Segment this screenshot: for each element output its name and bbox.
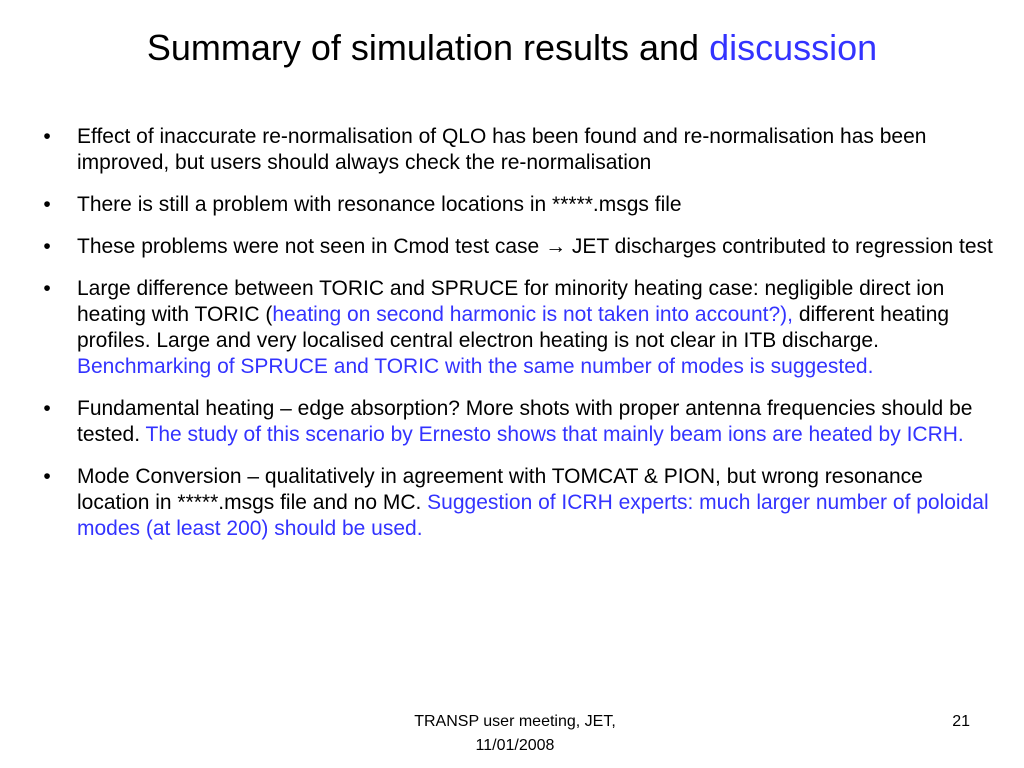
bullet-marker: • [43, 125, 51, 148]
bullet-text-highlight: heating on second harmonic is not taken into account?), [272, 303, 793, 326]
bullet-item [37, 276, 999, 380]
bullet-text: Effect of inaccurate re-normalisation of QLO has been found and re-normalisation has been improved, but users should always check the re-normalisation [77, 125, 927, 174]
bullet-list [37, 124, 999, 558]
title-main: Summary of simulation results and [146, 27, 710, 68]
bullet-text: → [545, 235, 567, 258]
bullet-item [37, 464, 999, 542]
bullet-text: There is still a problem with resonance locations in *****.msgs file [77, 193, 682, 216]
bullet-text-highlight: Benchmarking of SPRUCE and TORIC with the same number of modes is suggested. [77, 355, 874, 378]
footer-meeting [370, 710, 660, 758]
bullet-text: different heating profiles. Large and very localised central electron heating is not clear in ITB discharge. [77, 303, 950, 352]
bullet-marker: • [43, 397, 51, 420]
bullet-item [37, 396, 999, 448]
bullet-text: Mode Conversion – qualitatively in agreement with TOMCAT & PION, but wrong resonance location in *****.msgs file and no MC. [77, 465, 923, 514]
bullet-text: Large difference between TORIC and SPRUCE for minority heating case: negligible direct ion heating with TORIC ( [77, 277, 945, 326]
bullet-marker: • [43, 465, 51, 488]
bullet-text: These problems were not seen in Cmod test case [77, 235, 546, 258]
footer-line-2: 11/01/2008 [475, 737, 555, 754]
bullet-item [37, 192, 999, 218]
footer-line-1: TRANSP user meeting, JET, [414, 713, 616, 730]
bullet-marker: • [43, 235, 51, 258]
page-number: 21 [952, 713, 970, 730]
bullet-marker: • [43, 193, 51, 216]
bullet-text-highlight: Suggestion of ICRH experts: much larger number of poloidal modes (at least 200) should be used. [77, 491, 989, 540]
bullet-text: Fundamental heating – edge absorption? More shots with proper antenna frequencies should be tested. [77, 397, 973, 446]
bullet-text: JET discharges contributed to regression test [566, 235, 993, 258]
bullet-marker: • [43, 277, 51, 300]
bullet-item [37, 124, 999, 176]
slide-title [0, 26, 1024, 70]
bullet-item [37, 234, 999, 260]
title-accent: discussion [709, 27, 878, 68]
bullet-text-highlight: The study of this scenario by Ernesto shows that mainly beam ions are heated by ICRH. [145, 423, 964, 446]
